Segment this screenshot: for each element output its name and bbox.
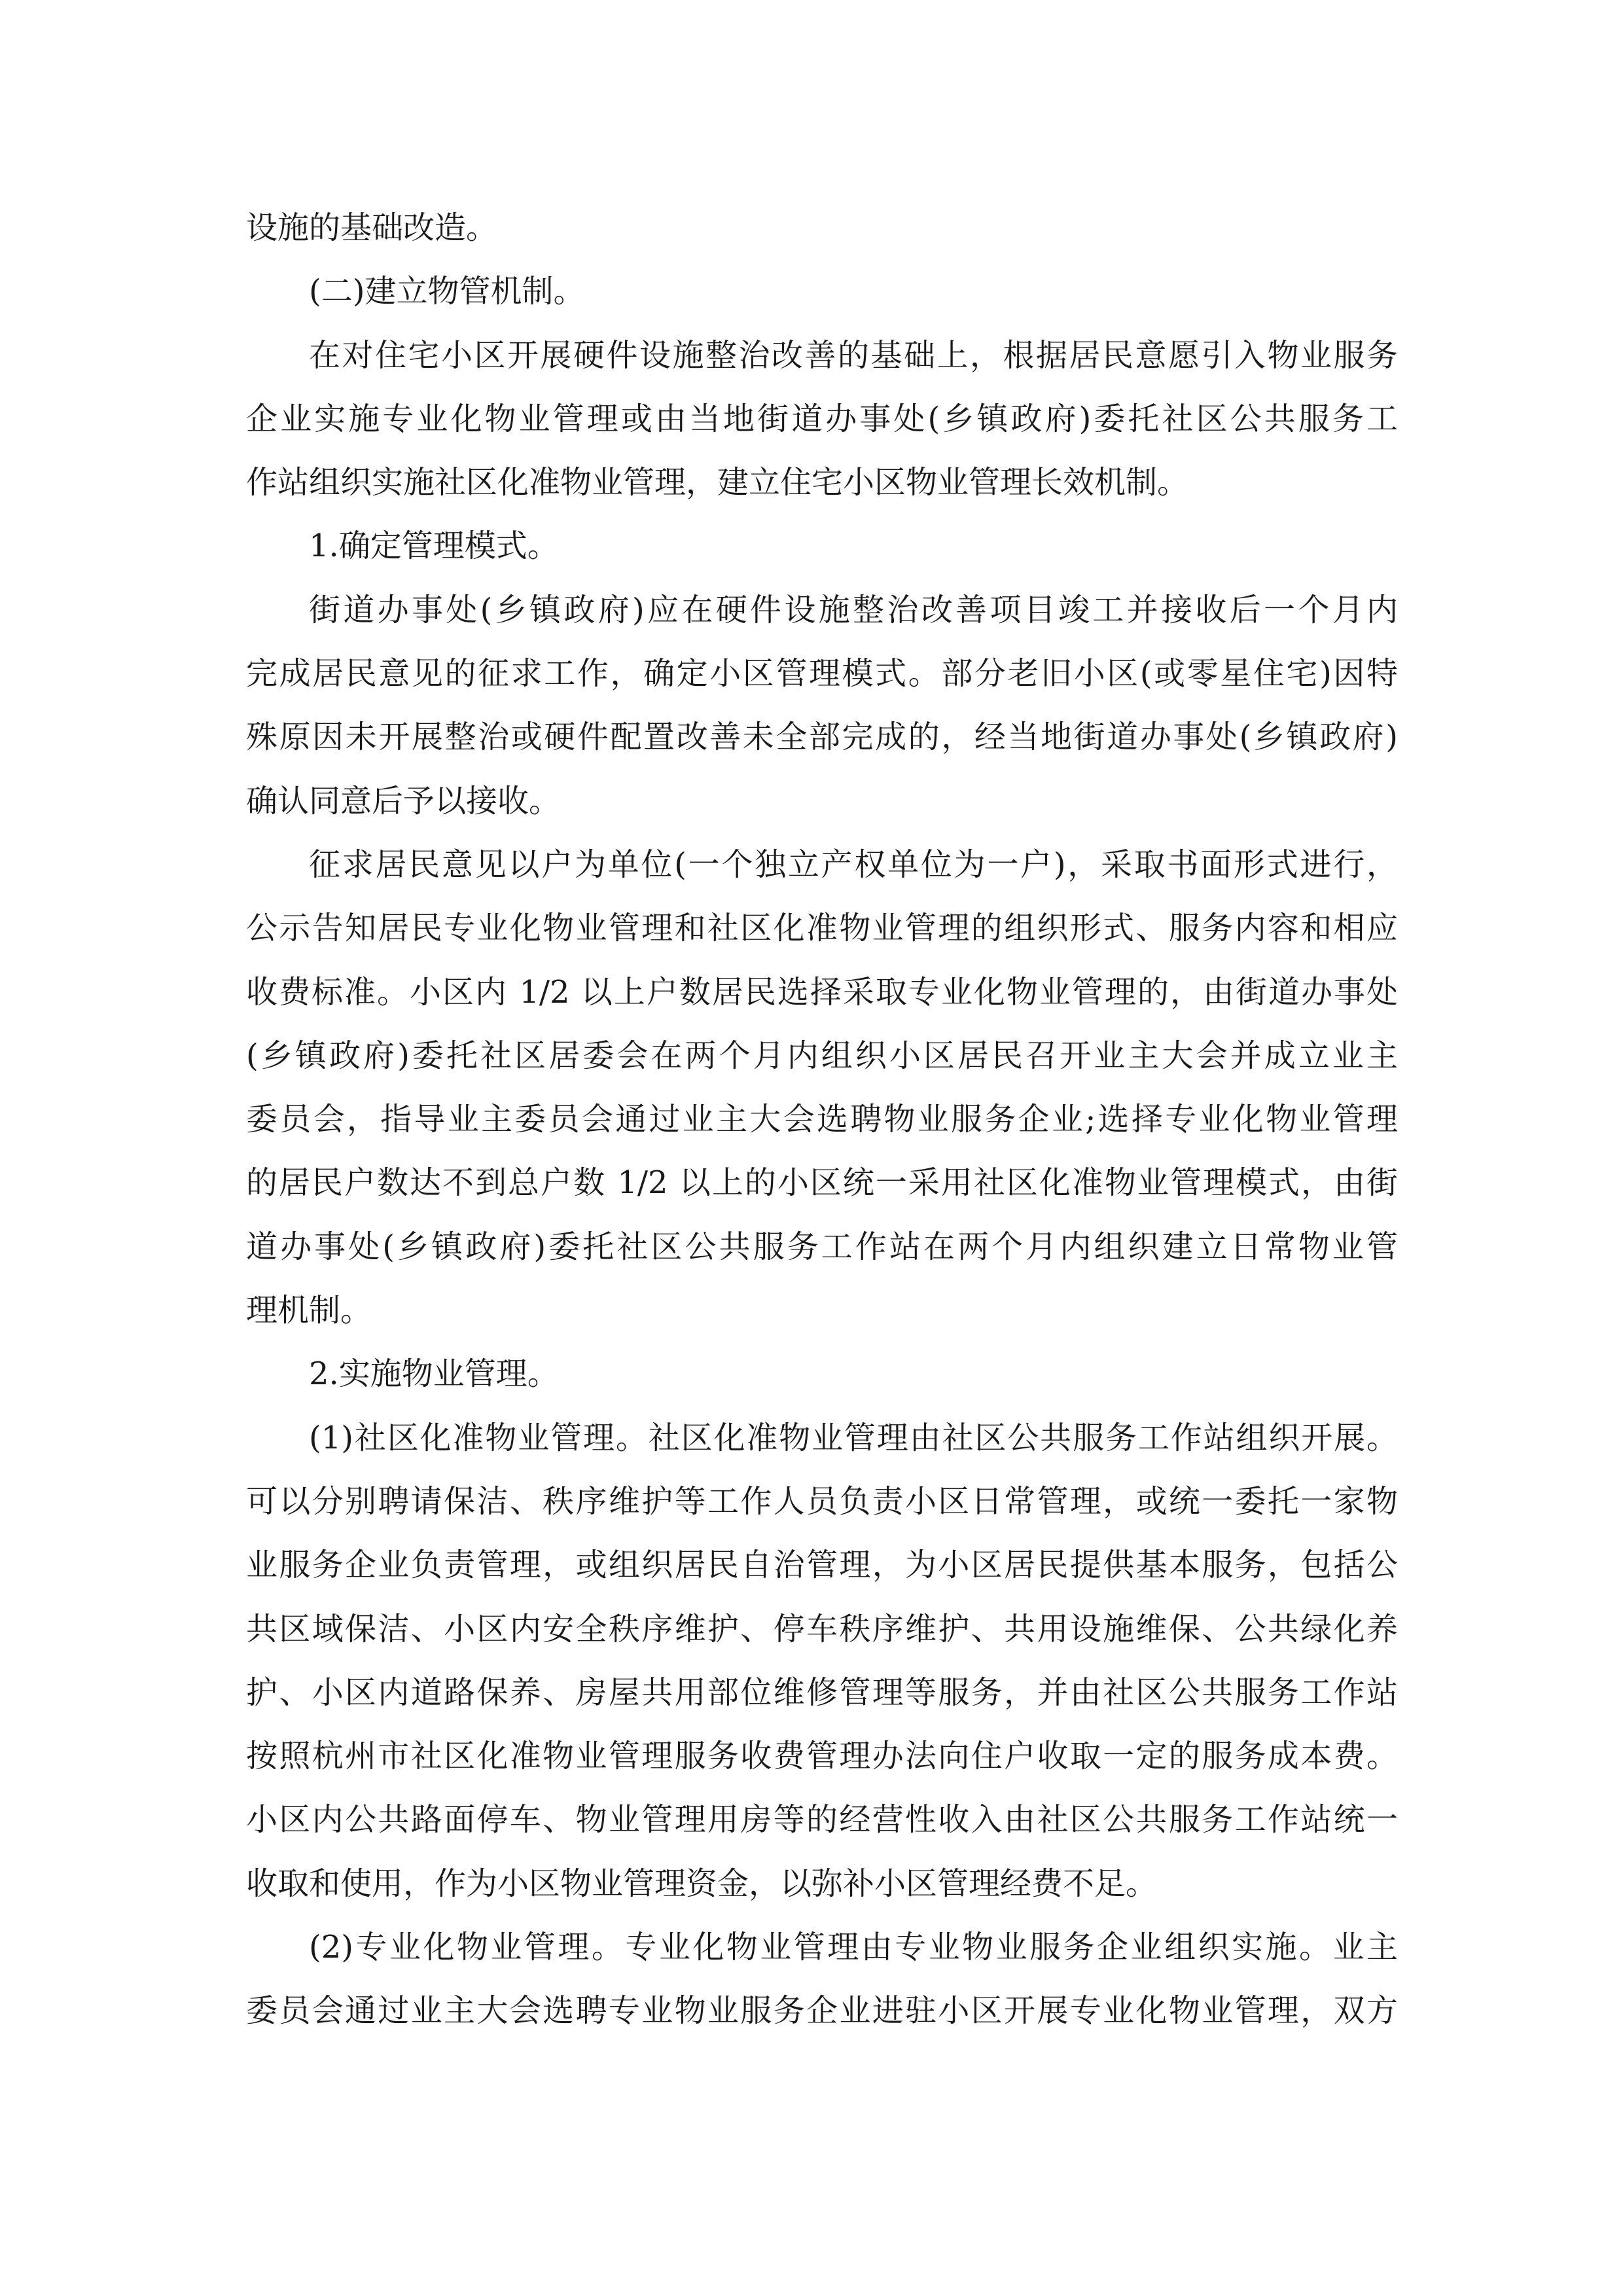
text-line: 殊原因未开展整治或硬件配置改善未全部完成的，经当地街道办事处(乡镇政府) (246, 719, 1398, 756)
section-heading: (二)建立物管机制。 (309, 273, 585, 310)
text-line: 公示告知居民专业化物业管理和社区化准物业管理的组织形式、服务内容和相应 (246, 910, 1398, 947)
text-line: (1)社区化准物业管理。社区化准物业管理由社区公共服务工作站组织开展。 (309, 1419, 1398, 1456)
text-line: 道办事处(乡镇政府)委托社区公共服务工作站在两个月内组织建立日常物业管 (246, 1228, 1398, 1265)
text-line: 企业实施专业化物业管理或由当地街道办事处(乡镇政府)委托社区公共服务工 (246, 400, 1398, 437)
text-line: 确认同意后予以接收。 (246, 782, 561, 819)
subsection-heading: 2.实施物业管理。 (309, 1355, 559, 1393)
text-line: 理机制。 (246, 1292, 372, 1329)
subsection-heading: 1.确定管理模式。 (309, 528, 559, 565)
text-line: 委员会通过业主大会选聘专业物业服务企业进驻小区开展专业化物业管理，双方 (246, 1992, 1398, 2030)
document-body (246, 196, 1398, 2043)
text-line: 收费标准。小区内 1/2 以上户数居民选择采取专业化物业管理的，由街道办事处 (246, 973, 1398, 1011)
text-line: 可以分别聘请保洁、秩序维护等工作人员负责小区日常管理，或统一委托一家物 (246, 1482, 1398, 1520)
text-line: 业服务企业负责管理，或组织居民自治管理，为小区居民提供基本服务，包括公 (246, 1547, 1398, 1584)
text-line: 的居民户数达不到总户数 1/2 以上的小区统一采用社区化准物业管理模式，由街 (246, 1164, 1398, 1202)
text-line: 完成居民意见的征求工作，确定小区管理模式。部分老旧小区(或零星住宅)因特 (246, 655, 1398, 692)
text-line: 委员会，指导业主委员会通过业主大会选聘物业服务企业;选择专业化物业管理 (246, 1101, 1398, 1138)
text-line: 街道办事处(乡镇政府)应在硬件设施整治改善项目竣工并接收后一个月内 (309, 591, 1398, 628)
text-line: 作站组织实施社区化准物业管理，建立住宅小区物业管理长效机制。 (246, 464, 1189, 501)
text-line: 征求居民意见以户为单位(一个独立产权单位为一户)，采取书面形式进行， (309, 846, 1398, 883)
text-line: (2)专业化物业管理。专业化物业管理由专业物业服务企业组织实施。业主 (309, 1929, 1398, 1966)
text-line: 在对住宅小区开展硬件设施整治改善的基础上，根据居民意愿引入物业服务 (309, 336, 1398, 374)
text-line: 护、小区内道路保养、房屋共用部位维修管理等服务，并由社区公共服务工作站 (246, 1674, 1398, 1711)
text-line: 共区域保洁、小区内安全秩序维护、停车秩序维护、共用设施维保、公共绿化养 (246, 1610, 1398, 1647)
text-line: 小区内公共路面停车、物业管理用房等的经营性收入由社区公共服务工作站统一 (246, 1801, 1398, 1839)
text-line: (乡镇政府)委托社区居委会在两个月内组织小区居民召开业主大会并成立业主 (246, 1037, 1398, 1074)
text-line: 收取和使用，作为小区物业管理资金，以弥补小区管理经费不足。 (246, 1865, 1158, 1902)
text-line: 设施的基础改造。 (246, 209, 498, 246)
text-line: 按照杭州市社区化准物业管理服务收费管理办法向住户收取一定的服务成本费。 (246, 1738, 1398, 1775)
